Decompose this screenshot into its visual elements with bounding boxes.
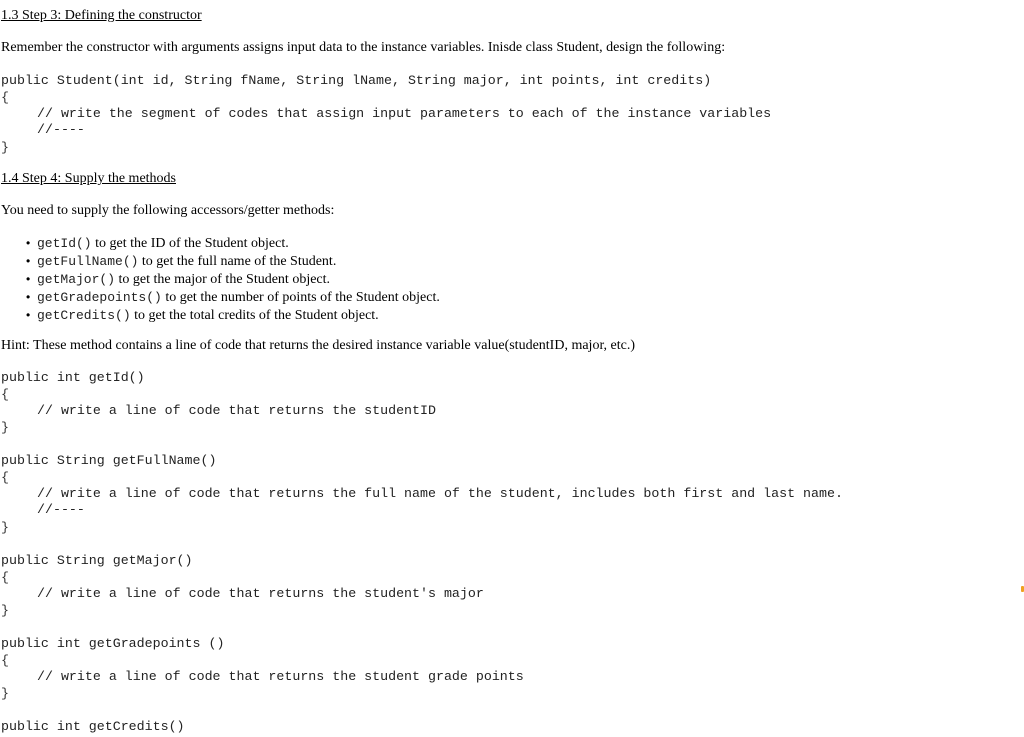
getfullname-signature: public String getFullName() bbox=[1, 453, 217, 468]
getmajor-close-brace: } bbox=[1, 603, 9, 618]
method-name: getCredits() bbox=[37, 307, 131, 323]
constructor-placeholder: //---- bbox=[37, 122, 85, 137]
method-description: to get the total credits of the Student object. bbox=[130, 307, 379, 323]
list-item bbox=[26, 253, 440, 271]
method-description: to get the major of the Student object. bbox=[115, 271, 331, 287]
getfullname-comment: // write a line of code that returns the full name of the student, includes both first and last name. bbox=[37, 486, 843, 501]
getter-method-list bbox=[26, 235, 440, 324]
method-name: getId() bbox=[37, 236, 92, 251]
constructor-close-brace: } bbox=[1, 140, 9, 155]
constructor-comment: // write the segment of codes that assign input parameters to each of the instance variables bbox=[37, 106, 772, 121]
list-item bbox=[26, 307, 440, 325]
getcredits-signature: public int getCredits() bbox=[1, 719, 185, 734]
method-description: to get the ID of the Student object. bbox=[91, 236, 289, 251]
constructor-open-brace: { bbox=[1, 90, 9, 105]
bullet-icon: • bbox=[26, 289, 31, 304]
getid-signature: public int getId() bbox=[1, 370, 145, 385]
getmajor-signature: public String getMajor() bbox=[1, 553, 193, 568]
getid-comment: // write a line of code that returns the studentID bbox=[37, 403, 436, 418]
getid-close-brace: } bbox=[1, 420, 9, 435]
method-description: to get the number of points of the Student object. bbox=[161, 289, 440, 305]
method-name: getMajor() bbox=[37, 271, 116, 287]
constructor-signature: public Student(int id, String fName, String lName, String major, int points, int credits) bbox=[1, 73, 712, 88]
method-description: to get the full name of the Student. bbox=[138, 253, 337, 269]
hint-text: Hint: These method contains a line of code that returns the desired instance variable value(studentID, major, etc.) bbox=[1, 338, 636, 353]
list-item bbox=[26, 289, 440, 307]
list-item bbox=[26, 235, 440, 253]
step3-intro: Remember the constructor with arguments assigns input data to the instance variables. Inisde class Student, design the following: bbox=[1, 40, 726, 55]
bullet-icon: • bbox=[26, 236, 31, 250]
step4-heading: 1.4 Step 4: Supply the methods bbox=[1, 171, 176, 186]
getfullname-open-brace: { bbox=[1, 470, 9, 485]
list-item bbox=[26, 271, 440, 289]
getgradepoints-open-brace: { bbox=[1, 653, 9, 668]
bullet-icon: • bbox=[26, 253, 31, 268]
method-name: getFullName() bbox=[37, 253, 139, 269]
getmajor-open-brace: { bbox=[1, 570, 9, 585]
getid-open-brace: { bbox=[1, 387, 9, 402]
step3-heading: 1.3 Step 3: Defining the constructor bbox=[1, 8, 202, 23]
getfullname-placeholder: //---- bbox=[37, 502, 85, 517]
step4-intro: You need to supply the following accessors/getter methods: bbox=[1, 203, 335, 218]
method-name: getGradepoints() bbox=[37, 289, 162, 305]
getgradepoints-comment: // write a line of code that returns the student grade points bbox=[37, 669, 524, 684]
getgradepoints-signature: public int getGradepoints () bbox=[1, 636, 225, 651]
bullet-icon: • bbox=[26, 307, 31, 322]
getfullname-close-brace: } bbox=[1, 520, 9, 535]
bullet-icon: • bbox=[26, 271, 31, 286]
getgradepoints-close-brace: } bbox=[1, 686, 9, 701]
getmajor-comment: // write a line of code that returns the student's major bbox=[37, 586, 484, 601]
